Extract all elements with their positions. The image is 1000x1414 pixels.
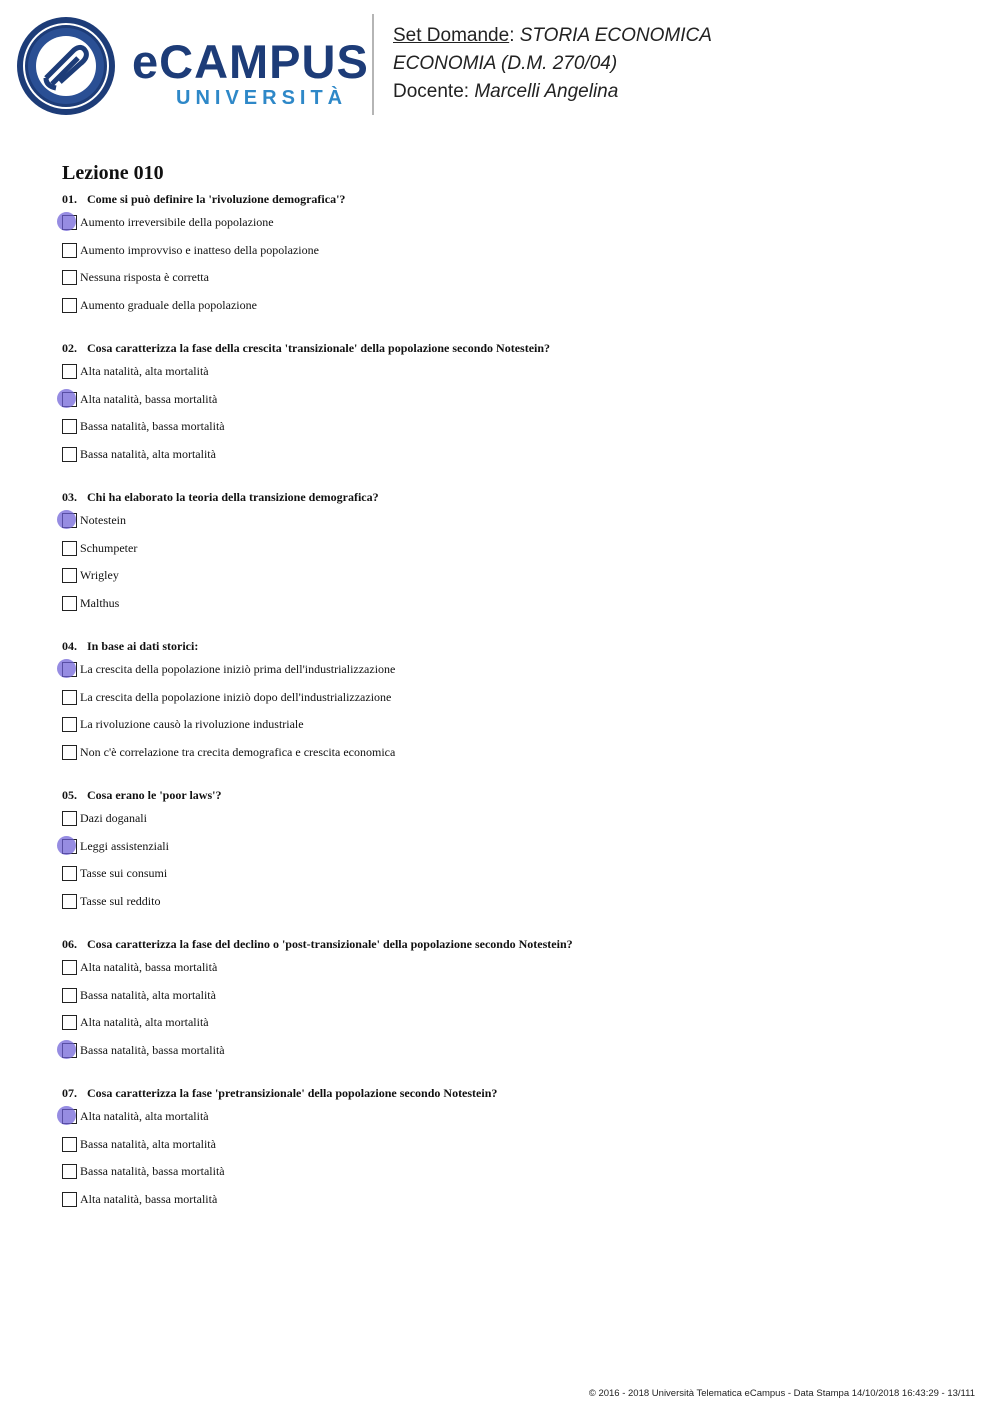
- answer-checkbox[interactable]: [62, 568, 77, 583]
- answer-text: Alta natalità, bassa mortalità: [80, 391, 218, 406]
- brand-wordmark: eCAMPUS: [132, 35, 369, 88]
- answer-checkbox[interactable]: [62, 298, 77, 313]
- answer-text: Alta natalità, bassa mortalità: [80, 1191, 218, 1206]
- answer-option[interactable]: [62, 242, 942, 270]
- teacher-label: Docente:: [393, 81, 470, 102]
- question-number: 01.: [62, 192, 77, 206]
- answer-checkbox[interactable]: [62, 960, 77, 975]
- answer-option[interactable]: [62, 838, 942, 866]
- question-item: [62, 488, 942, 622]
- correct-answer-marker-icon: [57, 836, 76, 855]
- answer-checkbox[interactable]: [62, 866, 77, 881]
- answer-text: Bassa natalità, alta mortalità: [80, 987, 216, 1002]
- answer-text: Bassa natalità, alta mortalità: [80, 1136, 216, 1151]
- question-text: [62, 190, 942, 214]
- answer-checkbox[interactable]: [62, 513, 77, 528]
- answer-text: Aumento graduale della popolazione: [80, 297, 257, 312]
- answer-option[interactable]: [62, 1191, 942, 1219]
- question-label: Chi ha elaborato la teoria della transizione demografica?: [87, 490, 379, 504]
- answer-checkbox[interactable]: [62, 243, 77, 258]
- question-label: In base ai dati storici:: [87, 639, 199, 653]
- answer-option[interactable]: [62, 446, 942, 474]
- answer-checkbox[interactable]: [62, 1192, 77, 1207]
- course-line: Set Domande: STORIA ECONOMICA: [393, 25, 712, 46]
- answer-option[interactable]: [62, 1108, 942, 1136]
- answer-option[interactable]: [62, 1163, 942, 1191]
- answer-text: Dazi doganali: [80, 811, 147, 825]
- answer-checkbox[interactable]: [62, 270, 77, 285]
- question-text: [62, 488, 942, 512]
- question-text: [62, 637, 942, 661]
- answer-text: Bassa natalità, bassa mortalità: [80, 1164, 225, 1178]
- answer-checkbox[interactable]: [62, 541, 77, 556]
- correct-answer-marker-icon: [57, 1040, 76, 1059]
- teacher-name: Marcelli Angelina: [474, 81, 619, 102]
- answer-text: Leggi assistenziali: [80, 838, 169, 853]
- answer-text: Bassa natalità, alta mortalità: [80, 446, 216, 461]
- course-degree: ECONOMIA (D.M. 270/04): [393, 53, 618, 74]
- answer-option[interactable]: [62, 297, 942, 325]
- answer-checkbox[interactable]: [62, 1043, 77, 1058]
- answer-checkbox[interactable]: [62, 215, 77, 230]
- answer-option[interactable]: [62, 512, 942, 540]
- answer-option[interactable]: [62, 1136, 942, 1164]
- ecampus-logo: [14, 14, 369, 116]
- answer-checkbox[interactable]: [62, 717, 77, 732]
- answer-text: Schumpeter: [80, 540, 138, 555]
- question-item: [62, 786, 942, 920]
- correct-answer-marker-icon: [57, 212, 76, 231]
- answer-checkbox[interactable]: [62, 988, 77, 1003]
- question-item: [62, 637, 942, 771]
- question-number: 05.: [62, 788, 77, 802]
- ecampus-emblem-icon: [16, 16, 116, 116]
- answer-checkbox[interactable]: [62, 1015, 77, 1030]
- answer-checkbox[interactable]: [62, 596, 77, 611]
- answer-text: Notestein: [80, 513, 126, 527]
- answer-checkbox[interactable]: [62, 811, 77, 826]
- answer-option[interactable]: [62, 540, 942, 568]
- correct-answer-marker-icon: [57, 659, 76, 678]
- question-number: 02.: [62, 341, 77, 355]
- correct-answer-marker-icon: [57, 389, 76, 408]
- question-item: [62, 935, 942, 1069]
- answer-text: Aumento irreversibile della popolazione: [80, 215, 274, 229]
- answer-text: Alta natalità, bassa mortalità: [80, 960, 218, 974]
- answer-option[interactable]: [62, 689, 942, 717]
- answer-text: Non c'è correlazione tra crecita demografica e crescita economica: [80, 744, 396, 759]
- correct-answer-marker-icon: [57, 510, 76, 529]
- answer-option[interactable]: [62, 893, 942, 921]
- question-item: [62, 190, 942, 324]
- answer-option[interactable]: [62, 418, 942, 446]
- answer-option[interactable]: [62, 595, 942, 623]
- answer-text: Tasse sul reddito: [80, 893, 161, 908]
- question-list: [62, 190, 942, 1218]
- answer-text: La crescita della popolazione iniziò prima dell'industrializzazione: [80, 662, 396, 676]
- answer-text: Aumento improvviso e inatteso della popolazione: [80, 242, 319, 257]
- question-item: [62, 1084, 942, 1218]
- question-item: [62, 339, 942, 473]
- answer-option[interactable]: [62, 214, 942, 242]
- answer-text: Alta natalità, alta mortalità: [80, 1015, 209, 1029]
- answer-checkbox[interactable]: [62, 894, 77, 909]
- answer-checkbox[interactable]: [62, 1109, 77, 1124]
- question-number: 03.: [62, 490, 77, 504]
- answer-text: Nessuna risposta è corretta: [80, 270, 209, 284]
- answer-option[interactable]: [62, 1014, 942, 1042]
- correct-answer-marker-icon: [57, 1106, 76, 1125]
- answer-option[interactable]: [62, 363, 942, 391]
- answer-checkbox[interactable]: [62, 447, 77, 462]
- answer-text: Alta natalità, alta mortalità: [80, 364, 209, 378]
- answer-text: Bassa natalità, bassa mortalità: [80, 419, 225, 433]
- question-text: [62, 1084, 942, 1108]
- answer-text: Tasse sui consumi: [80, 866, 168, 880]
- question-label: Cosa erano le 'poor laws'?: [87, 788, 222, 802]
- answer-text: La rivoluzione causò la rivoluzione industriale: [80, 717, 304, 731]
- answer-checkbox[interactable]: [62, 662, 77, 677]
- answer-option[interactable]: [62, 716, 942, 744]
- answer-checkbox[interactable]: [62, 364, 77, 379]
- question-text: [62, 935, 942, 959]
- answer-option[interactable]: [62, 567, 942, 595]
- question-number: 04.: [62, 639, 77, 653]
- answer-text: Alta natalità, alta mortalità: [80, 1109, 209, 1123]
- answer-checkbox[interactable]: [62, 1164, 77, 1179]
- set-label: Set Domande: [393, 25, 510, 46]
- answer-option[interactable]: [62, 987, 942, 1015]
- answer-option[interactable]: [62, 865, 942, 893]
- question-label: Cosa caratterizza la fase della crescita 'transizionale' della popolazione secondo Notestein?: [87, 341, 551, 355]
- question-text: [62, 786, 942, 810]
- answer-option[interactable]: [62, 391, 942, 419]
- question-text: [62, 339, 942, 363]
- answer-checkbox[interactable]: [62, 392, 77, 407]
- question-content: [62, 160, 942, 1233]
- answer-checkbox[interactable]: [62, 745, 77, 760]
- header-divider: [372, 14, 374, 115]
- brand-subtitle: UNIVERSITÀ: [176, 87, 348, 109]
- answer-checkbox[interactable]: [62, 419, 77, 434]
- answer-text: Wrigley: [80, 568, 119, 582]
- answer-checkbox[interactable]: [62, 690, 77, 705]
- course-name: STORIA ECONOMICA: [519, 25, 712, 46]
- answer-option[interactable]: [62, 744, 942, 772]
- page-footer: © 2016 - 2018 Università Telematica eCampus - Data Stampa 14/10/2018 16:43:29 - 13/111: [588, 1388, 975, 1399]
- teacher-line: [393, 78, 712, 106]
- answer-text: Bassa natalità, bassa mortalità: [80, 1042, 225, 1057]
- question-label: Cosa caratterizza la fase del declino o 'post-transizionale' della popolazione secondo Notestein?: [87, 937, 573, 951]
- question-label: Come si può definire la 'rivoluzione demografica'?: [87, 192, 346, 206]
- question-number: 07.: [62, 1086, 77, 1100]
- answer-option[interactable]: [62, 269, 942, 297]
- question-label: Cosa caratterizza la fase 'pretransizionale' della popolazione secondo Notestein?: [87, 1086, 498, 1100]
- answer-option[interactable]: [62, 959, 942, 987]
- answer-checkbox[interactable]: [62, 839, 77, 854]
- lesson-title: Lezione 010: [62, 162, 164, 184]
- answer-text: Malthus: [80, 595, 120, 610]
- question-number: 06.: [62, 937, 77, 951]
- answer-checkbox[interactable]: [62, 1137, 77, 1152]
- answer-text: La crescita della popolazione iniziò dopo dell'industrializzazione: [80, 689, 392, 704]
- answer-option[interactable]: [62, 1042, 942, 1070]
- answer-option[interactable]: [62, 810, 942, 838]
- answer-option[interactable]: [62, 661, 942, 689]
- course-info: [393, 22, 712, 106]
